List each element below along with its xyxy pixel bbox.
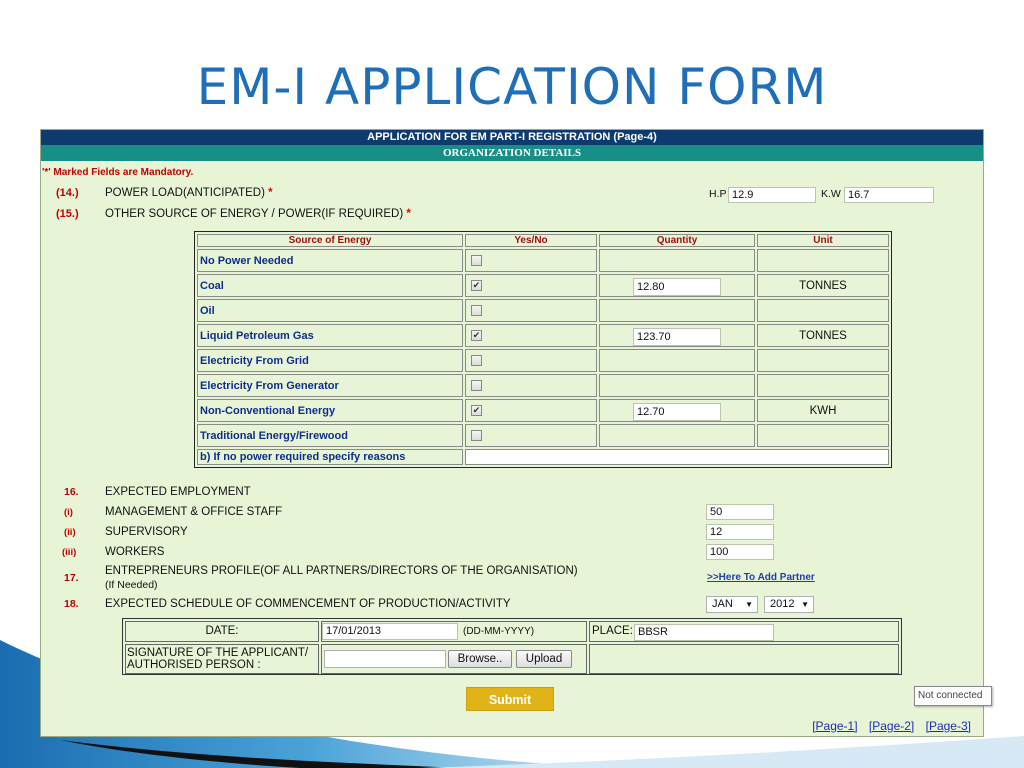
quantity-cell — [599, 324, 755, 347]
year-select[interactable] — [764, 596, 814, 613]
quantity-cell — [599, 249, 755, 272]
emp-management-input[interactable]: 50 — [706, 504, 774, 520]
connection-tooltip: Not connected — [914, 686, 992, 706]
quantity-input[interactable]: 12.70 — [633, 403, 721, 421]
energy-source-name: Electricity From Grid — [197, 349, 463, 372]
emp-iii-number: (iii) — [62, 547, 77, 558]
emp-ii-number: (ii) — [64, 527, 76, 538]
dropdown-arrow-icon: ▼ — [801, 600, 809, 609]
checkbox-checked[interactable]: ✔ — [472, 330, 481, 341]
unit-cell — [757, 299, 889, 322]
other-source-label — [105, 208, 411, 220]
yes-no-cell — [465, 324, 597, 347]
quantity-cell — [599, 299, 755, 322]
empty-cell — [589, 644, 899, 674]
energy-row — [197, 274, 889, 297]
energy-row — [197, 374, 889, 397]
q18-number: 18. — [64, 598, 79, 610]
month-select[interactable] — [706, 596, 758, 613]
yes-no-cell — [465, 374, 597, 397]
page-2-link[interactable]: [Page-2] — [868, 719, 915, 733]
checkbox-unchecked[interactable] — [471, 430, 482, 441]
signature-label-line2: AUTHORISED PERSON : — [127, 659, 261, 671]
quantity-cell — [599, 274, 755, 297]
power-load-text: POWER LOAD(ANTICIPATED) — [105, 187, 265, 199]
entrepreneurs-sub: (If Needed) — [105, 579, 158, 591]
mandatory-star: * — [268, 187, 273, 199]
energy-row — [197, 399, 889, 422]
year-value: 2012 — [770, 598, 795, 610]
reason-label: b) If no power required specify reasons — [197, 449, 463, 465]
checkbox-unchecked[interactable] — [471, 255, 482, 266]
signature-label-line1: SIGNATURE OF THE APPLICANT/ — [127, 647, 309, 659]
q17-number: 17. — [64, 572, 79, 584]
schedule-label: EXPECTED SCHEDULE OF COMMENCEMENT OF PRODUCTION/ACTIVITY — [105, 598, 511, 610]
yes-no-cell — [465, 424, 597, 447]
col-source: Source of Energy — [197, 234, 463, 247]
energy-source-name: Oil — [197, 299, 463, 322]
energy-source-name: Liquid Petroleum Gas — [197, 324, 463, 347]
emp-workers-input[interactable]: 100 — [706, 544, 774, 560]
energy-row — [197, 324, 889, 347]
hp-label: H.P — [709, 188, 727, 200]
page-links — [804, 719, 971, 733]
unit-cell: KWH — [757, 399, 889, 422]
application-form — [40, 129, 984, 737]
date-input[interactable]: 17/01/2013 — [322, 623, 458, 640]
reason-input[interactable] — [465, 449, 889, 465]
page-1-link[interactable]: [Page-1] — [812, 719, 858, 733]
date-cell — [321, 621, 587, 642]
unit-cell — [757, 349, 889, 372]
place-input[interactable]: BBSR — [634, 624, 774, 641]
quantity-cell — [599, 374, 755, 397]
energy-row — [197, 299, 889, 322]
section-header-bar: ORGANIZATION DETAILS — [41, 145, 983, 161]
dropdown-arrow-icon: ▼ — [745, 600, 753, 609]
date-signature-box — [122, 618, 902, 675]
col-yes-no: Yes/No — [465, 234, 597, 247]
energy-source-name: Coal — [197, 274, 463, 297]
yes-no-cell — [465, 399, 597, 422]
mandatory-star: * — [406, 208, 411, 220]
checkbox-checked[interactable]: ✔ — [472, 280, 481, 291]
entrepreneurs-label: ENTREPRENEURS PROFILE(OF ALL PARTNERS/DIRECTORS OF THE ORGANISATION) — [105, 565, 578, 577]
hp-input[interactable]: 12.9 — [728, 187, 816, 203]
energy-source-name: Electricity From Generator — [197, 374, 463, 397]
energy-row — [197, 249, 889, 272]
place-cell — [589, 621, 899, 642]
mandatory-note: '*' Marked Fields are Mandatory. — [42, 167, 194, 178]
submit-button[interactable]: Submit — [466, 687, 554, 711]
col-unit: Unit — [757, 234, 889, 247]
energy-row — [197, 349, 889, 372]
kw-input[interactable]: 16.7 — [844, 187, 934, 203]
emp-supervisory-input[interactable]: 12 — [706, 524, 774, 540]
power-load-label — [105, 187, 273, 199]
energy-source-name: Traditional Energy/Firewood — [197, 424, 463, 447]
quantity-cell — [599, 399, 755, 422]
add-partner-link[interactable]: >>Here To Add Partner — [707, 572, 815, 583]
checkbox-unchecked[interactable] — [471, 305, 482, 316]
employment-label: EXPECTED EMPLOYMENT — [105, 486, 251, 498]
form-header-bar: APPLICATION FOR EM PART-I REGISTRATION (Page-4) — [41, 130, 983, 145]
energy-source-name: No Power Needed — [197, 249, 463, 272]
unit-cell — [757, 424, 889, 447]
emp-workers-label: WORKERS — [105, 546, 165, 558]
q15-number: (15.) — [56, 208, 79, 220]
energy-source-name: Non-Conventional Energy — [197, 399, 463, 422]
yes-no-cell — [465, 349, 597, 372]
energy-row — [197, 424, 889, 447]
q14-number: (14.) — [56, 187, 79, 199]
checkbox-unchecked[interactable] — [471, 380, 482, 391]
unit-cell — [757, 249, 889, 272]
date-label: DATE: — [125, 621, 319, 642]
unit-cell: TONNES — [757, 324, 889, 347]
page-3-link[interactable]: [Page-3] — [925, 719, 971, 733]
checkbox-unchecked[interactable] — [471, 355, 482, 366]
place-label: PLACE: — [592, 625, 633, 637]
other-source-text: OTHER SOURCE OF ENERGY / POWER(IF REQUIRED) — [105, 208, 404, 220]
yes-no-cell — [465, 299, 597, 322]
date-format-hint: (DD-MM-YYYY) — [463, 626, 535, 637]
q16-number: 16. — [64, 486, 79, 498]
emp-management-label: MANAGEMENT & OFFICE STAFF — [105, 506, 283, 518]
signature-label — [125, 644, 319, 674]
col-quantity: Quantity — [599, 234, 755, 247]
unit-cell — [757, 374, 889, 397]
quantity-cell — [599, 349, 755, 372]
checkbox-checked[interactable]: ✔ — [472, 405, 481, 416]
emp-i-number: (i) — [64, 507, 73, 518]
unit-cell: TONNES — [757, 274, 889, 297]
yes-no-cell — [465, 249, 597, 272]
emp-supervisory-label: SUPERVISORY — [105, 526, 188, 538]
slide-title: EM-I APPLICATION FORM — [196, 58, 828, 116]
quantity-input[interactable]: 123.70 — [633, 328, 721, 346]
quantity-input[interactable]: 12.80 — [633, 278, 721, 296]
kw-label: K.W — [821, 188, 841, 200]
browse-button[interactable]: Browse.. — [448, 650, 512, 668]
upload-button[interactable]: Upload — [516, 650, 572, 668]
yes-no-cell — [465, 274, 597, 297]
energy-source-table — [194, 231, 892, 468]
signature-file-path[interactable] — [324, 650, 446, 668]
month-value: JAN — [712, 598, 733, 610]
quantity-cell — [599, 424, 755, 447]
signature-upload-cell — [321, 644, 587, 674]
